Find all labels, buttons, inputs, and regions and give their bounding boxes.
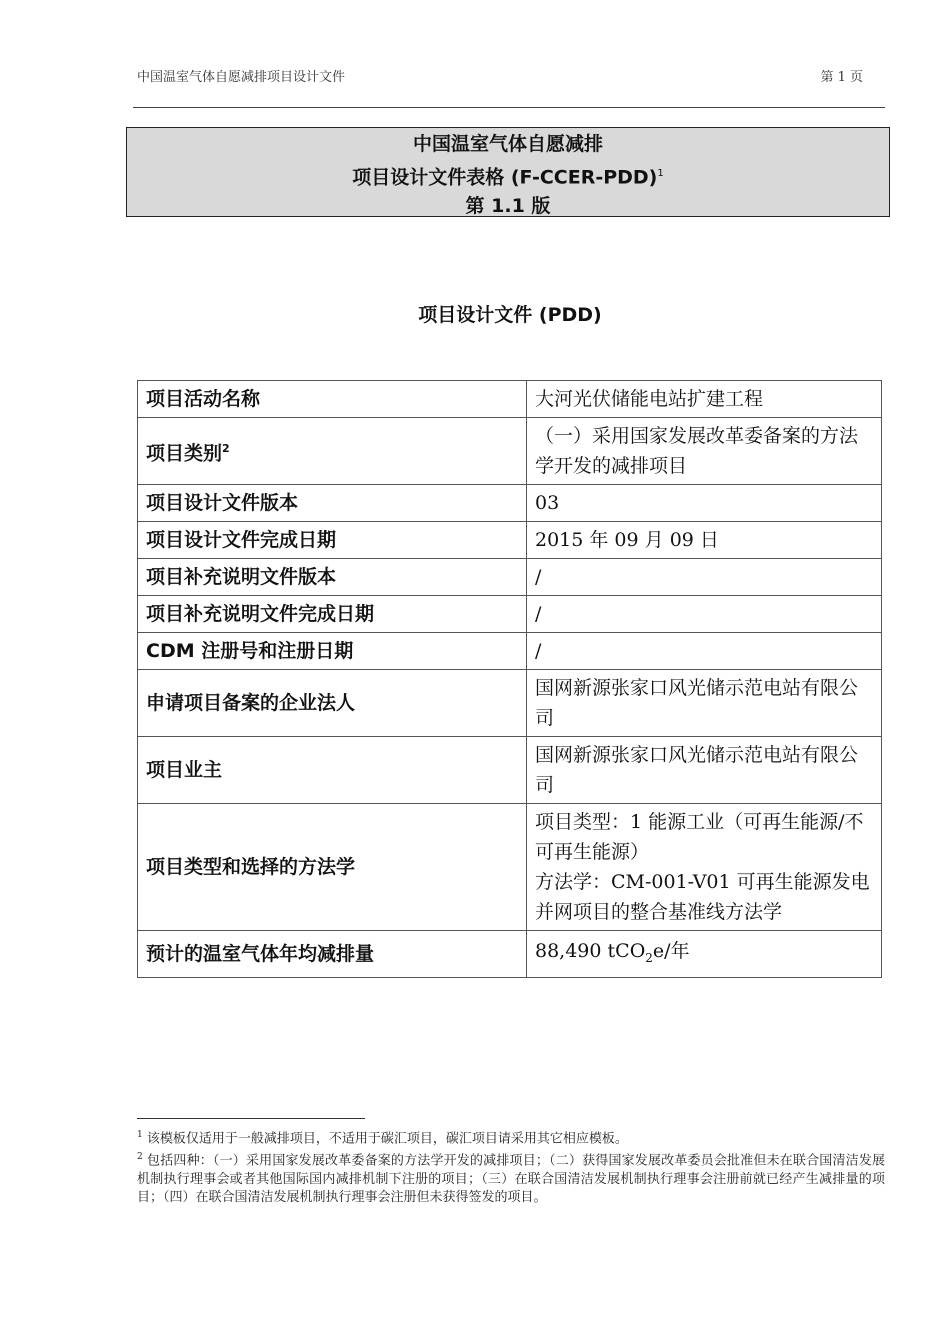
- form-title-line1: 中国温室气体自愿减排: [412, 133, 603, 155]
- header-divider: [133, 107, 885, 108]
- footnote-divider: [137, 1118, 365, 1119]
- table-row: [138, 670, 882, 737]
- applicant-label: 申请项目备案的企业法人: [138, 670, 527, 737]
- activity-name-value: 大河光伏储能电站扩建工程: [527, 381, 882, 418]
- table-row: [138, 804, 882, 931]
- table-row: [138, 522, 882, 559]
- table-row: [138, 418, 882, 485]
- table-row: [138, 559, 882, 596]
- applicant-value: 国网新源张家口风光储示范电站有限公司: [527, 670, 882, 737]
- page-number: 第 1 页: [820, 70, 863, 85]
- footnote-1: [137, 1126, 885, 1148]
- form-title-text: 项目设计文件表格 (F-CCER-PDD): [352, 166, 658, 189]
- header-title: 中国温室气体自愿减排项目设计文件: [137, 70, 346, 85]
- pdd-version-label: 项目设计文件版本: [138, 485, 527, 522]
- supp-date-value: /: [527, 596, 882, 633]
- cdm-value: /: [527, 633, 882, 670]
- project-info-table: [137, 380, 882, 978]
- footnote-2-ref: 2: [137, 1152, 143, 1163]
- type-methodology-label: 项目类型和选择的方法学: [138, 804, 527, 931]
- table-row: [138, 737, 882, 804]
- owner-label: 项目业主: [138, 737, 527, 804]
- footnote-ref-2[interactable]: 2: [222, 441, 230, 455]
- activity-name-label: 项目活动名称: [138, 381, 527, 418]
- reduction-label: 预计的温室气体年均减排量: [138, 931, 527, 978]
- form-version: 第 1.1 版: [465, 195, 551, 218]
- category-label-cell: [138, 418, 527, 485]
- footnote-2-text: 包括四种：（一）采用国家发展改革委备案的方法学开发的减排项目；（二）获得国家发展改革委员会批准但未在联合国清洁发展机制执行理事会或者其他国际国内减排机制下注册的项目；（三）在联合国清洁发展机制执行理事会注册前就已经产生减排量的项目；（四）在联合国清洁发展机制执行理事会注册但未获得签发的项目。: [137, 1153, 885, 1205]
- supp-version-label: 项目补充说明文件版本: [138, 559, 527, 596]
- pdd-date-value: 2015 年 09 月 09 日: [527, 522, 882, 559]
- reduction-subscript: 2: [645, 950, 653, 965]
- supp-version-value: /: [527, 559, 882, 596]
- pdd-date-label: 项目设计文件完成日期: [138, 522, 527, 559]
- form-title-box: [126, 127, 890, 217]
- owner-value: 国网新源张家口风光储示范电站有限公司: [527, 737, 882, 804]
- project-type-text: 项目类型：1 能源工业（可再生能源/不可再生能源）: [535, 811, 864, 863]
- supp-date-label: 项目补充说明文件完成日期: [138, 596, 527, 633]
- category-value: （一）采用国家发展改革委备案的方法学开发的减排项目: [527, 418, 882, 485]
- footnotes: [137, 1126, 885, 1207]
- form-title-line2: [127, 159, 889, 192]
- table-row: [138, 596, 882, 633]
- pdd-version-value: 03: [527, 485, 882, 522]
- footnote-ref-1[interactable]: 1: [657, 168, 664, 179]
- category-label: 项目类别: [146, 442, 223, 465]
- footnote-2: [137, 1148, 885, 1206]
- cdm-label: CDM 注册号和注册日期: [138, 633, 527, 670]
- reduction-value: [527, 931, 882, 978]
- footnote-1-ref: 1: [137, 1130, 143, 1140]
- footnote-1-text: 该模板仅适用于一般减排项目，不适用于碳汇项目，碳汇项目请采用其它相应模板。: [142, 1131, 628, 1147]
- table-row: [138, 931, 882, 978]
- table-row: [138, 633, 882, 670]
- table-row: [138, 381, 882, 418]
- methodology-text: 方法学：CM-001-V01 可再生能源发电并网项目的整合基准线方法学: [535, 871, 870, 923]
- reduction-amount: 88,490 tCO: [535, 939, 646, 962]
- reduction-unit: e/年: [652, 939, 690, 962]
- table-row: [138, 485, 882, 522]
- document-title: 项目设计文件 (PDD): [418, 304, 602, 326]
- type-methodology-value: [527, 804, 882, 931]
